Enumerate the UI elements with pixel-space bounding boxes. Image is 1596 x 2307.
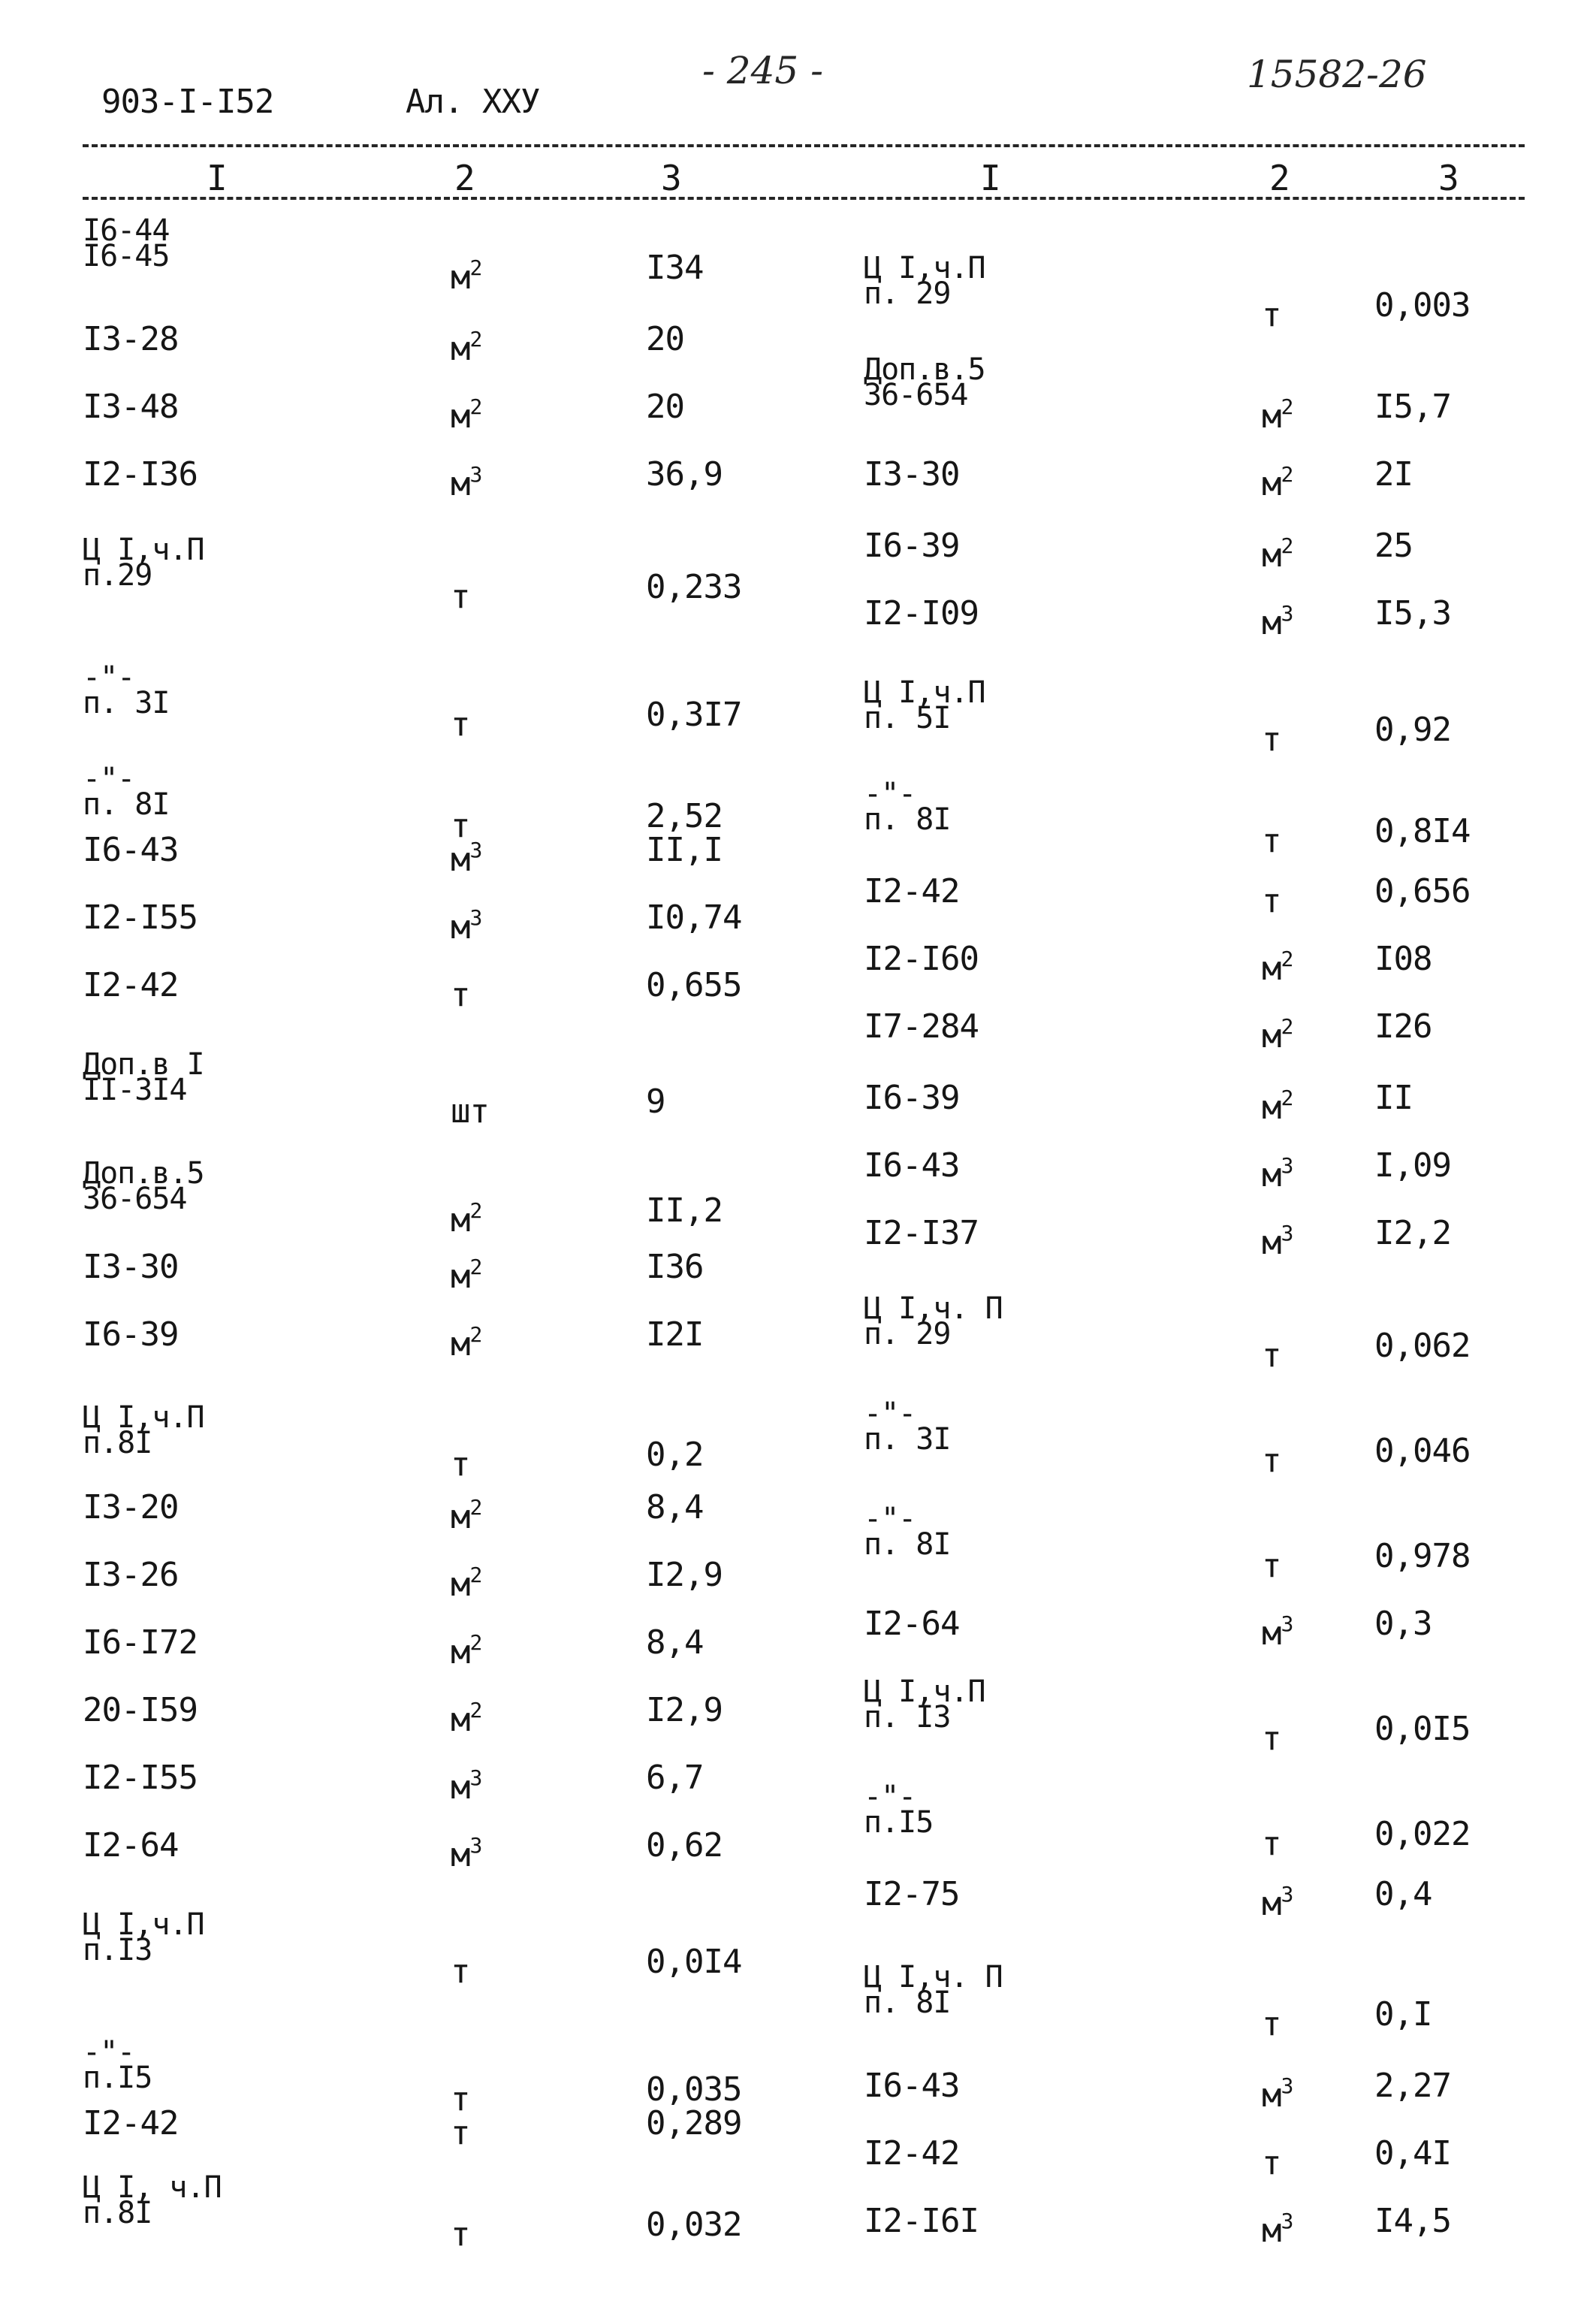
row-value: 0,4 bbox=[1374, 1875, 1432, 1913]
row-unit bbox=[1262, 1818, 1281, 1861]
col-header-left-3: 3 bbox=[661, 158, 682, 198]
row-code: Доп.в.5 36-654 bbox=[83, 1156, 204, 1216]
row-value: I2,2 bbox=[1374, 1214, 1451, 1252]
row-value: I2,9 bbox=[646, 1556, 723, 1594]
row-value: I,09 bbox=[1374, 1146, 1451, 1185]
row-code: I2-75 bbox=[864, 1875, 960, 1913]
row-unit bbox=[1262, 1608, 1293, 1653]
row-unit bbox=[451, 901, 482, 947]
row-unit bbox=[451, 1694, 481, 1737]
row-unit bbox=[1262, 1082, 1293, 1125]
album-number: Ал. XXУ bbox=[406, 83, 540, 121]
row-unit bbox=[1262, 1217, 1293, 1260]
row-unit-base: т bbox=[1262, 822, 1281, 860]
row-value: I26 bbox=[1374, 1007, 1432, 1046]
row-code: Ц I,ч.П п. 29 bbox=[864, 251, 985, 311]
row-code: I2-42 bbox=[83, 966, 179, 1004]
row-unit-base: м bbox=[1262, 465, 1281, 503]
row-value: 0,022 bbox=[1374, 1815, 1471, 1853]
row-unit bbox=[451, 1086, 489, 1131]
row-code: I2-I6I bbox=[864, 2202, 979, 2240]
row-unit-base: т bbox=[1262, 1336, 1281, 1375]
row-unit bbox=[1262, 458, 1293, 501]
row-value: 0,3 bbox=[1374, 1605, 1432, 1643]
row-unit-base: т bbox=[451, 2080, 470, 2118]
row-unit-exponent: 2 bbox=[469, 1198, 482, 1223]
row-code: Доп.в I II-3I4 bbox=[83, 1047, 204, 1107]
row-value: 20 bbox=[646, 388, 684, 426]
row-value: II,2 bbox=[646, 1191, 723, 1230]
row-unit-exponent: 3 bbox=[469, 1833, 482, 1858]
row-code: I6-I72 bbox=[83, 1623, 198, 1662]
row-value: 0,289 bbox=[646, 2104, 742, 2142]
row-code: I2-I36 bbox=[83, 455, 198, 494]
row-unit-base: т bbox=[1262, 1547, 1281, 1585]
row-unit-base: м bbox=[1262, 2076, 1281, 2115]
row-unit-base: т bbox=[1262, 1825, 1281, 1863]
row-code: I6-39 bbox=[864, 527, 960, 565]
row-value: 25 bbox=[1374, 527, 1413, 565]
row-unit bbox=[451, 391, 482, 436]
row-value: 8,4 bbox=[646, 1623, 704, 1662]
row-code: I6-43 bbox=[864, 2067, 960, 2105]
row-unit-base: м bbox=[451, 330, 470, 368]
row-unit bbox=[1262, 1149, 1293, 1192]
row-code: Ц I, ч.П п.8I bbox=[83, 2170, 222, 2230]
row-unit-exponent: 2 bbox=[469, 327, 482, 352]
row-code: I6-43 bbox=[864, 1146, 960, 1185]
col-header-right-3: 3 bbox=[1438, 158, 1459, 198]
row-value: 0,062 bbox=[1374, 1327, 1471, 1365]
row-unit bbox=[451, 1194, 482, 1240]
row-unit-base: м bbox=[451, 1701, 470, 1739]
row-unit-base: м bbox=[1262, 950, 1281, 988]
row-unit bbox=[451, 969, 470, 1012]
row-unit-base: м bbox=[451, 1325, 470, 1363]
row-unit-exponent: 3 bbox=[1281, 2209, 1293, 2233]
col-header-right-1: I bbox=[980, 158, 1001, 198]
row-unit-exponent: 2 bbox=[469, 1322, 482, 1347]
row-unit-exponent: 3 bbox=[1281, 1611, 1293, 1636]
row-code: I7-284 bbox=[864, 1007, 979, 1046]
row-value: 20 bbox=[646, 320, 684, 358]
row-unit bbox=[1262, 391, 1293, 436]
row-value: II,I bbox=[646, 831, 723, 869]
row-value: 0,233 bbox=[646, 568, 742, 606]
row-unit-base: м bbox=[451, 1498, 470, 1536]
row-value: I0,74 bbox=[646, 898, 742, 937]
row-unit bbox=[451, 1829, 481, 1872]
row-value: 2I bbox=[1374, 455, 1413, 494]
row-unit bbox=[451, 2107, 470, 2150]
row-unit-base: т bbox=[451, 2215, 470, 2254]
row-unit-exponent: 3 bbox=[1281, 601, 1293, 626]
row-unit bbox=[1262, 943, 1293, 986]
row-unit bbox=[451, 1491, 481, 1534]
row-value: 0,4I bbox=[1374, 2134, 1451, 2173]
row-value: II bbox=[1374, 1079, 1413, 1117]
row-value: I5,7 bbox=[1374, 388, 1451, 426]
row-value: I36 bbox=[646, 1248, 704, 1286]
row-unit-base: т bbox=[1262, 882, 1281, 920]
row-code: I6-44 I6-45 bbox=[83, 213, 170, 273]
row-value: 0,0I5 bbox=[1374, 1710, 1471, 1748]
row-unit-base: м bbox=[1262, 536, 1281, 575]
row-unit-exponent: 2 bbox=[469, 1495, 482, 1520]
row-value: 8,4 bbox=[646, 1488, 704, 1526]
row-code: -"- п. 8I bbox=[864, 777, 951, 837]
row-value: 0,978 bbox=[1374, 1537, 1471, 1575]
row-value: 0,62 bbox=[646, 1826, 723, 1865]
row-unit-base: м bbox=[451, 1768, 470, 1807]
row-unit-exponent: 2 bbox=[469, 1255, 482, 1279]
row-value: I4,5 bbox=[1374, 2202, 1451, 2240]
row-value: 0,I bbox=[1374, 1995, 1432, 2034]
row-value: 0,0I4 bbox=[646, 1943, 742, 1981]
row-code: I3-30 bbox=[83, 1248, 179, 1286]
row-unit bbox=[451, 1439, 470, 1484]
row-value: 0,3I7 bbox=[646, 696, 742, 734]
row-value: I34 bbox=[646, 249, 704, 287]
document-code: 903-I-I52 bbox=[101, 83, 274, 121]
row-code: -"- п. 8I bbox=[864, 1502, 951, 1562]
row-value: 0,656 bbox=[1374, 872, 1471, 910]
row-unit bbox=[451, 323, 481, 366]
row-unit-exponent: 2 bbox=[1281, 533, 1293, 558]
row-code: I2-I60 bbox=[864, 940, 979, 978]
row-code: I2-42 bbox=[83, 2104, 179, 2142]
row-code: Доп.в.5 36-654 bbox=[864, 352, 985, 412]
col-header-right-2: 2 bbox=[1269, 158, 1290, 198]
page-number: - 245 - bbox=[702, 49, 824, 92]
row-code: I2-64 bbox=[864, 1605, 960, 1643]
row-value: 2,52 bbox=[646, 797, 723, 835]
row-unit-base: шт bbox=[451, 1092, 489, 1131]
row-code: I3-28 bbox=[83, 320, 179, 358]
row-unit bbox=[451, 571, 470, 614]
row-unit-base: м bbox=[451, 1566, 470, 1604]
row-unit bbox=[1262, 1998, 1281, 2041]
row-code: Ц I,ч.П п. 5I bbox=[864, 675, 985, 735]
row-value: 9 bbox=[646, 1083, 665, 1121]
row-code: -"- п.I5 bbox=[83, 2035, 152, 2095]
row-unit bbox=[451, 458, 481, 501]
row-unit-exponent: 2 bbox=[1281, 947, 1293, 971]
row-unit bbox=[1262, 289, 1281, 332]
row-unit bbox=[1262, 2205, 1293, 2248]
row-value: 0,2 bbox=[646, 1436, 704, 1474]
header-bottom-rule bbox=[83, 197, 1525, 200]
row-unit-base: м bbox=[1262, 1089, 1281, 1127]
row-unit-base: т bbox=[451, 976, 470, 1014]
row-unit-base: т bbox=[1262, 1442, 1281, 1480]
row-unit-base: м bbox=[451, 397, 470, 436]
row-code: I3-30 bbox=[864, 455, 960, 494]
row-unit-base: т bbox=[1262, 720, 1281, 759]
row-code: I6-39 bbox=[864, 1079, 960, 1117]
row-unit-base: м bbox=[451, 1836, 470, 1874]
row-unit bbox=[451, 2209, 470, 2254]
row-unit-base: т bbox=[451, 807, 470, 845]
row-unit bbox=[451, 699, 470, 744]
row-code: -"- п. 8I bbox=[83, 762, 170, 822]
row-code: I6-43 bbox=[83, 831, 179, 869]
row-code: Ц I,ч. П п. 8I bbox=[864, 1960, 1003, 2020]
row-unit-base: м bbox=[451, 465, 470, 503]
row-code: I2-I55 bbox=[83, 1759, 198, 1797]
col-header-left-1: I bbox=[207, 158, 228, 198]
row-unit-base: т bbox=[451, 2114, 470, 2152]
row-value: 0,8I4 bbox=[1374, 812, 1471, 850]
row-unit-base: м bbox=[451, 1633, 470, 1671]
row-code: Ц I,ч.П п.8I bbox=[83, 1400, 204, 1460]
row-value: 0,035 bbox=[646, 2070, 742, 2109]
row-unit-base: м bbox=[451, 1258, 470, 1296]
row-unit-exponent: 2 bbox=[469, 1630, 482, 1655]
row-unit-base: т bbox=[1262, 2144, 1281, 2182]
row-unit-base: м bbox=[1262, 1224, 1281, 1262]
row-code: I2-42 bbox=[864, 2134, 960, 2173]
row-value: I08 bbox=[1374, 940, 1432, 978]
row-code: Ц I,ч.П п. I3 bbox=[864, 1674, 985, 1735]
row-unit-base: м bbox=[1262, 1885, 1281, 1923]
row-unit bbox=[1262, 597, 1293, 640]
row-unit bbox=[451, 1946, 470, 1991]
row-unit-exponent: 3 bbox=[469, 1765, 482, 1790]
row-value: 6,7 bbox=[646, 1759, 704, 1797]
row-code: -"- п. 3I bbox=[864, 1397, 951, 1457]
row-unit bbox=[451, 1251, 481, 1294]
row-unit bbox=[1262, 1540, 1281, 1583]
row-unit bbox=[1262, 1435, 1281, 1478]
row-unit bbox=[451, 1762, 482, 1807]
row-code: I2-I09 bbox=[864, 594, 979, 633]
row-unit-base: т bbox=[451, 1445, 470, 1484]
row-value: 0,046 bbox=[1374, 1432, 1471, 1470]
row-value: 0,032 bbox=[646, 2206, 742, 2244]
row-unit-base: м bbox=[451, 1201, 470, 1240]
row-unit-base: м bbox=[1262, 604, 1281, 642]
row-unit-exponent: 2 bbox=[469, 1698, 482, 1723]
row-code: -"- п. 3I bbox=[83, 660, 170, 720]
header-top-rule bbox=[83, 144, 1525, 147]
row-unit-exponent: 3 bbox=[469, 838, 482, 862]
row-code: I2-I55 bbox=[83, 898, 198, 937]
row-unit bbox=[451, 1559, 481, 1602]
row-value: I2,9 bbox=[646, 1691, 723, 1729]
row-unit-base: м bbox=[451, 908, 470, 947]
row-unit-base: м bbox=[1262, 2212, 1281, 2250]
row-value: 0,003 bbox=[1374, 286, 1471, 325]
row-unit bbox=[1262, 530, 1293, 575]
row-code: I3-26 bbox=[83, 1556, 179, 1594]
row-code: I2-42 bbox=[864, 872, 960, 910]
row-unit bbox=[1262, 2070, 1293, 2115]
row-unit-exponent: 3 bbox=[1281, 2073, 1293, 2098]
row-unit-base: м bbox=[1262, 1614, 1281, 1653]
row-unit-base: т bbox=[1262, 1720, 1281, 1758]
row-value: 0,655 bbox=[646, 966, 742, 1004]
row-value: I2I bbox=[646, 1315, 704, 1354]
col-header-left-2: 2 bbox=[454, 158, 475, 198]
row-value: 2,27 bbox=[1374, 2067, 1451, 2105]
row-unit-base: м bbox=[1262, 1017, 1281, 1055]
row-unit-exponent: 3 bbox=[1281, 1882, 1293, 1907]
row-code: I3-48 bbox=[83, 388, 179, 426]
row-code: Ц I,ч.П п.29 bbox=[83, 533, 204, 593]
row-unit-base: т bbox=[451, 705, 470, 744]
row-unit-exponent: 3 bbox=[469, 462, 482, 487]
row-unit-exponent: 3 bbox=[1281, 1153, 1293, 1178]
row-unit-base: м bbox=[451, 258, 470, 297]
row-code: 20-I59 bbox=[83, 1691, 198, 1729]
row-code: I2-I37 bbox=[864, 1214, 979, 1252]
row-unit bbox=[451, 252, 482, 297]
row-code: -"- п.I5 bbox=[864, 1780, 934, 1840]
row-unit-base: м bbox=[1262, 1156, 1281, 1194]
row-unit-exponent: 3 bbox=[1281, 1221, 1293, 1246]
row-value: I5,3 bbox=[1374, 594, 1451, 633]
row-unit-base: м bbox=[451, 841, 470, 879]
row-value: 36,9 bbox=[646, 455, 723, 494]
row-unit-exponent: 2 bbox=[1281, 1014, 1293, 1039]
row-unit bbox=[1262, 1713, 1281, 1756]
row-unit bbox=[1262, 714, 1281, 759]
row-unit-base: м bbox=[1262, 397, 1281, 436]
row-unit-base: т bbox=[1262, 2005, 1281, 2043]
row-unit bbox=[1262, 1330, 1281, 1375]
archive-number: 15582-26 bbox=[1247, 53, 1427, 96]
row-unit bbox=[1262, 2137, 1281, 2180]
row-unit-base: т bbox=[451, 1952, 470, 1991]
row-unit bbox=[1262, 1878, 1293, 1921]
row-unit-exponent: 2 bbox=[469, 394, 482, 419]
row-unit-exponent: 2 bbox=[469, 255, 482, 280]
row-unit bbox=[1262, 875, 1281, 918]
row-code: Ц I,ч.П п.I3 bbox=[83, 1907, 204, 1967]
row-unit-base: т bbox=[1262, 296, 1281, 334]
row-unit-exponent: 2 bbox=[1281, 462, 1293, 487]
row-unit-base: т bbox=[451, 578, 470, 616]
row-value: 0,92 bbox=[1374, 711, 1451, 749]
row-unit-exponent: 2 bbox=[469, 1563, 482, 1587]
row-code: I3-20 bbox=[83, 1488, 179, 1526]
row-unit bbox=[1262, 1010, 1293, 1053]
row-unit bbox=[451, 1626, 481, 1669]
row-unit bbox=[451, 834, 481, 877]
row-unit-exponent: 2 bbox=[1281, 394, 1293, 419]
row-code: I2-64 bbox=[83, 1826, 179, 1865]
row-code: Ц I,ч. П п. 29 bbox=[864, 1291, 1003, 1351]
row-unit bbox=[451, 1318, 481, 1361]
row-unit bbox=[1262, 815, 1281, 858]
row-unit-exponent: 3 bbox=[469, 905, 482, 930]
row-code: I6-39 bbox=[83, 1315, 179, 1354]
row-unit-exponent: 2 bbox=[1281, 1086, 1293, 1110]
